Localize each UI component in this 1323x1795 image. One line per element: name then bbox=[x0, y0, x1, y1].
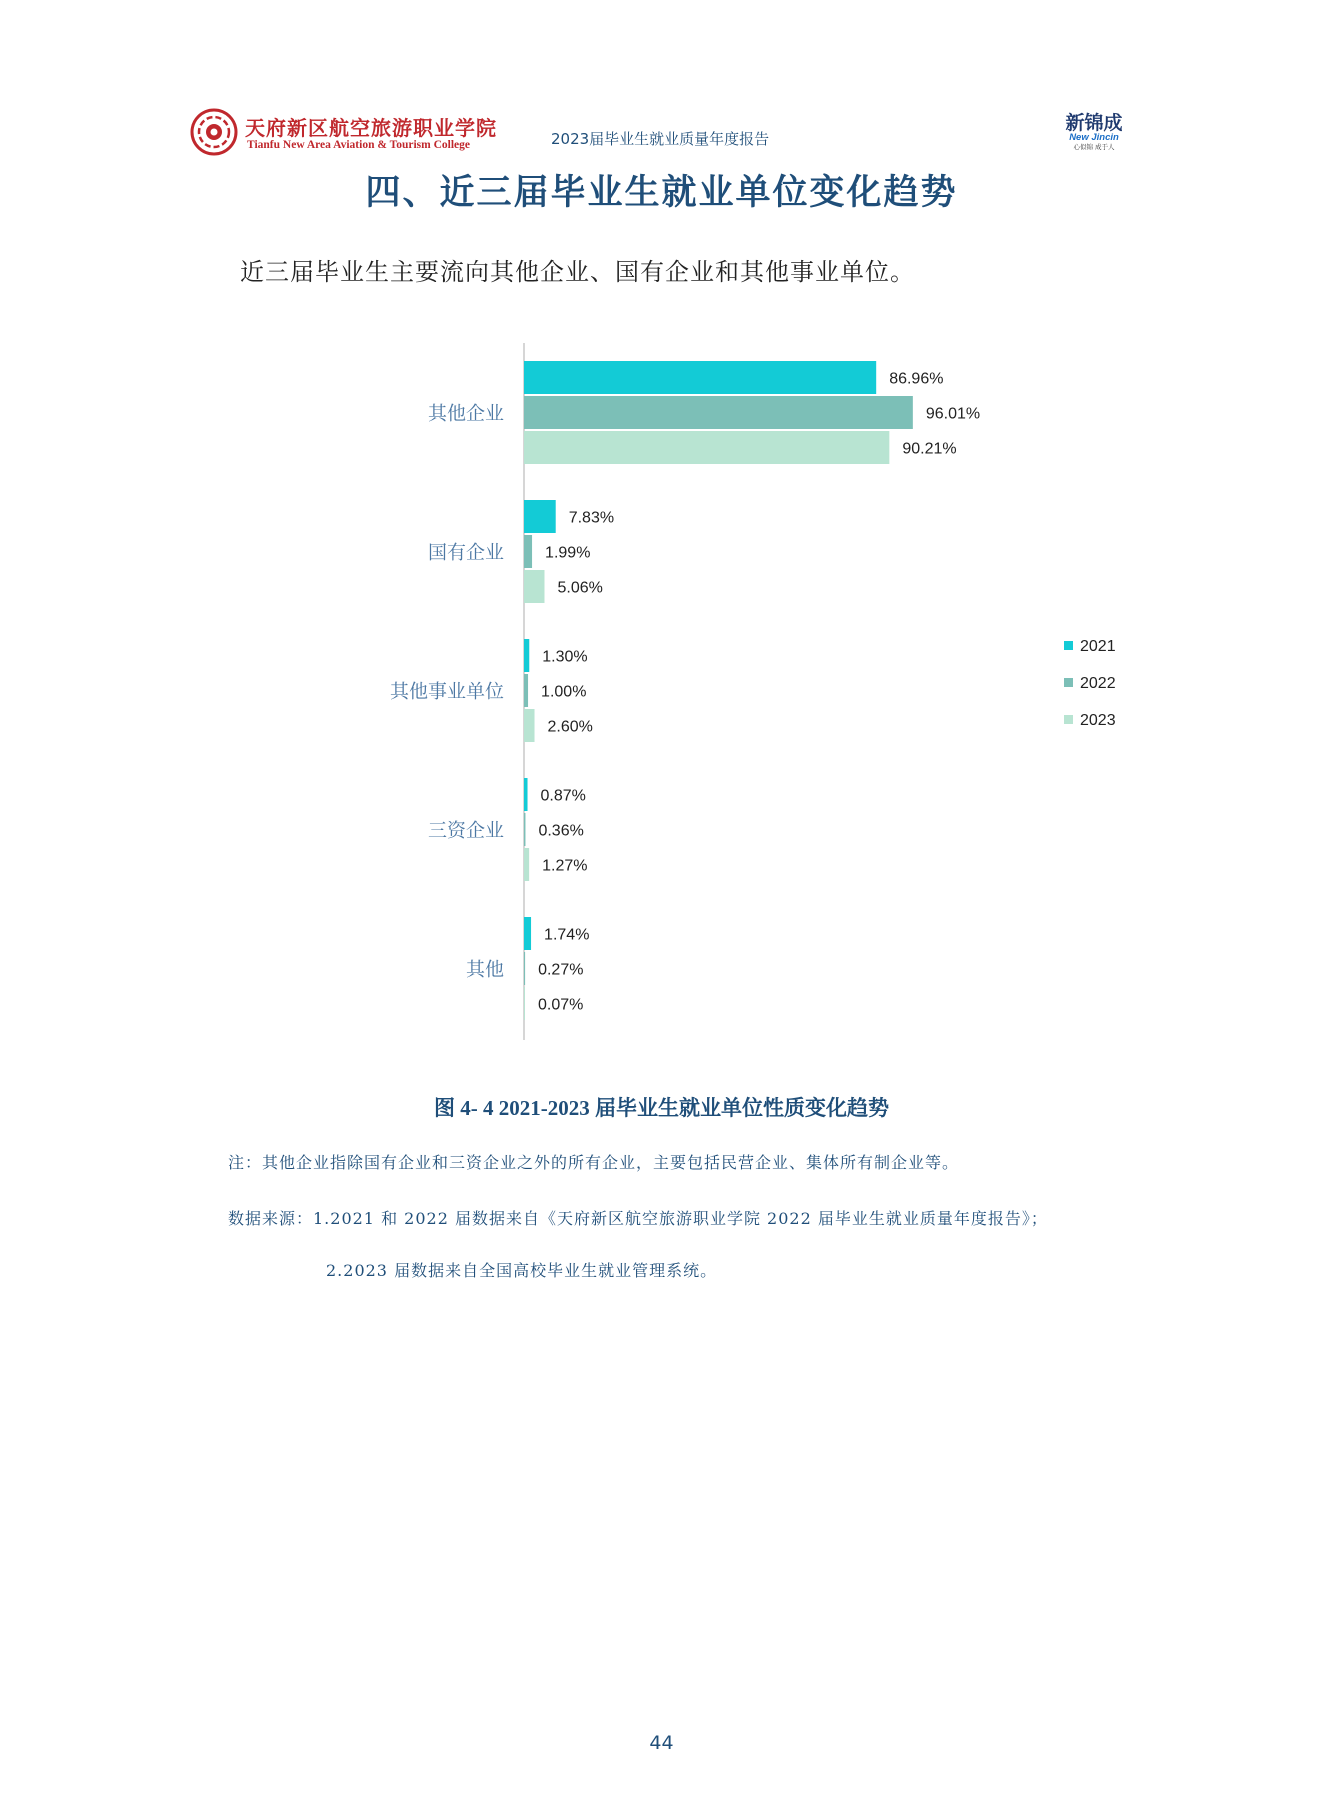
brand-name-cn: 新锦成 bbox=[1065, 112, 1123, 134]
bar-2021 bbox=[524, 361, 876, 394]
legend-label: 2022 bbox=[1080, 675, 1116, 692]
bar-2021 bbox=[524, 917, 531, 950]
value-label: 7.83% bbox=[568, 509, 615, 527]
legend-label: 2023 bbox=[1080, 712, 1116, 729]
value-label: 1.27% bbox=[542, 857, 588, 875]
figure-caption: 图 4- 4 2021-2023 届毕业生就业单位性质变化趋势 bbox=[434, 1096, 889, 1120]
bar-2023 bbox=[524, 431, 889, 464]
legend-swatch-2022 bbox=[1064, 678, 1073, 687]
bar-2021 bbox=[524, 500, 556, 533]
school-name-cn: 天府新区航空旅游职业学院 bbox=[245, 116, 497, 140]
bar-2023 bbox=[524, 570, 544, 603]
school-name-en: Tianfu New Area Aviation & Tourism College bbox=[247, 139, 470, 151]
legend-swatch-2021 bbox=[1064, 641, 1073, 650]
value-label: 86.96% bbox=[889, 370, 944, 388]
value-label: 0.87% bbox=[540, 787, 586, 805]
page-number: 44 bbox=[649, 1732, 674, 1754]
section-title: 四、近三届毕业生就业单位变化趋势 bbox=[365, 173, 958, 213]
category-label: 其他事业单位 bbox=[389, 680, 504, 703]
value-label: 5.06% bbox=[557, 579, 603, 597]
value-label: 0.36% bbox=[538, 822, 584, 840]
bar-2022 bbox=[524, 396, 913, 429]
legend-swatch-2023 bbox=[1064, 715, 1073, 724]
legend-label: 2021 bbox=[1080, 638, 1116, 655]
bar-2023 bbox=[524, 987, 525, 1020]
value-label: 90.21% bbox=[902, 440, 957, 458]
value-label: 1.74% bbox=[544, 926, 590, 944]
value-label: 2.60% bbox=[547, 718, 593, 736]
category-label: 国有企业 bbox=[427, 541, 504, 564]
value-label: 1.00% bbox=[541, 683, 587, 701]
bar-2022 bbox=[524, 952, 525, 985]
value-label: 0.27% bbox=[538, 961, 584, 979]
bar-2022 bbox=[524, 813, 525, 846]
bar-2021 bbox=[524, 639, 529, 672]
intro-text: 近三届毕业生主要流向其他企业、国有企业和其他事业单位。 bbox=[240, 258, 915, 286]
bar-2022 bbox=[524, 535, 532, 568]
value-label: 1.30% bbox=[542, 648, 588, 666]
value-label: 0.07% bbox=[538, 996, 584, 1014]
report-title: 2023届毕业生就业质量年度报告 bbox=[551, 130, 770, 148]
bar-2021 bbox=[524, 778, 528, 811]
bar-2022 bbox=[524, 674, 528, 707]
bar-2023 bbox=[524, 848, 529, 881]
source-line-2: 2.2023 届数据来自全国高校毕业生就业管理系统。 bbox=[326, 1261, 718, 1280]
category-label: 三资企业 bbox=[427, 819, 504, 842]
note-text: 注：其他企业指除国有企业和三资企业之外的所有企业，主要包括民营企业、集体所有制企业等。 bbox=[228, 1153, 960, 1172]
value-label: 1.99% bbox=[545, 544, 591, 562]
source-line-1: 数据来源：1.2021 和 2022 届数据来自《天府新区航空旅游职业学院 2022 届毕业生就业质量年度报告》； bbox=[228, 1209, 1048, 1228]
category-label: 其他企业 bbox=[427, 402, 504, 425]
category-label: 其他 bbox=[465, 958, 504, 981]
brand-tagline: 心似锦 成于人 bbox=[1073, 143, 1115, 151]
brand-name-en: New Jincin bbox=[1069, 132, 1119, 143]
bar-2023 bbox=[524, 709, 535, 742]
value-label: 96.01% bbox=[925, 405, 981, 423]
